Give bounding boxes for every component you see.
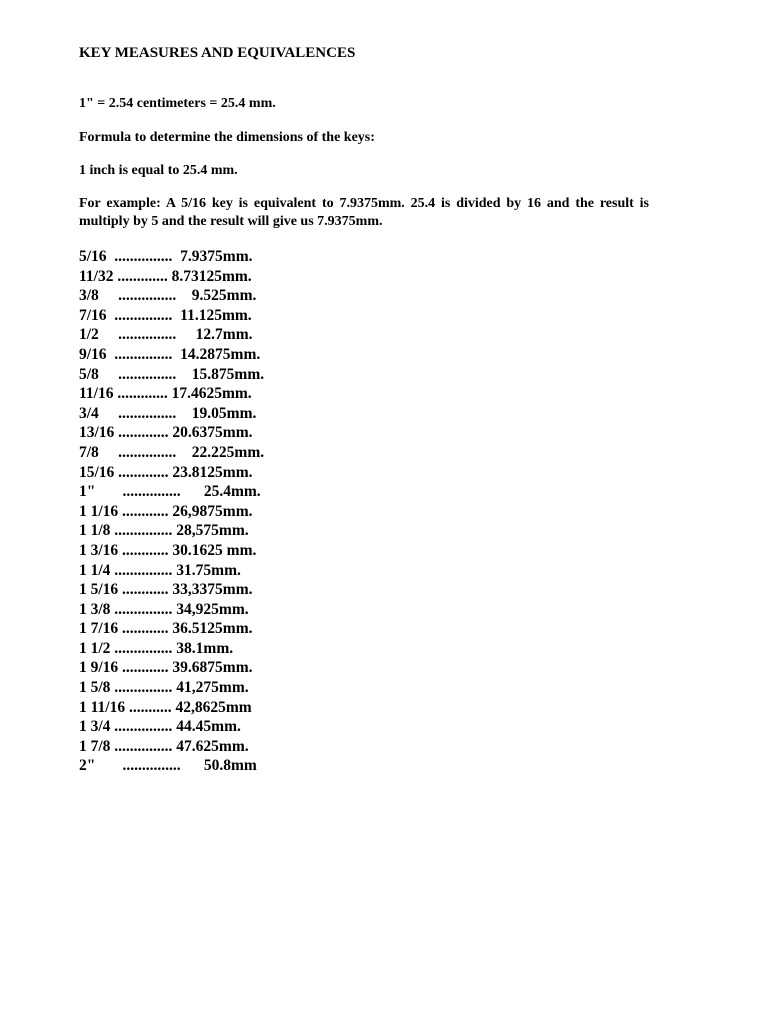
measure-row: 1 3/16 ............ 30.1625 mm. [79,541,257,559]
measure-row: 2" ............... 50.8mm [79,757,257,775]
measure-row: 1 3/8 ............... 34,925mm. [79,600,249,618]
measure-row: 9/16 ............... 14.2875mm. [79,345,261,363]
measure-row: 13/16 ............. 20.6375mm. [79,424,253,442]
measure-row: 5/16 ............... 7.9375mm. [79,248,253,265]
conversion-line: 1" = 2.54 centimeters = 25.4 mm. [79,96,276,111]
measure-row: 1 1/4 ............... 31.75mm. [79,561,241,579]
measure-row: 1 5/8 ............... 41,275mm. [79,679,249,697]
measure-list [79,247,264,776]
measure-row: 11/16 ............. 17.4625mm. [79,385,252,403]
measure-row: 1 7/8 ............... 47.625mm. [79,737,249,755]
measure-row: 1 3/4 ............... 44.45mm. [79,718,241,736]
measure-row: 7/16 ............... 11.125mm. [79,306,252,324]
measure-row: 11/32 ............. 8.73125mm. [79,267,252,285]
measure-row: 15/16 ............. 23.8125mm. [79,463,253,481]
measure-row: 5/8 ............... 15.875mm. [79,365,265,383]
measure-row: 1 1/8 ............... 28,575mm. [79,522,249,540]
measure-row: 1 9/16 ............ 39.6875mm. [79,659,253,677]
inch-equivalence-line: 1 inch is equal to 25.4 mm. [79,163,238,178]
measure-row: 1/2 ............... 12.7mm. [79,326,253,344]
example-paragraph: For example: A 5/16 key is equivalent to 7.9375mm. 25.4 is divided by 16 and the result is multiply by 5 and the result will give us 7.9375mm. [79,196,649,229]
measure-row: 1 7/16 ............ 36.5125mm. [79,620,253,638]
measure-row: 1 11/16 ........... 42,8625mm [79,698,252,716]
measure-row: 1 5/16 ............ 33,3375mm. [79,581,253,599]
measure-row: 7/8 ............... 22.225mm. [79,443,265,461]
measure-row: 1" ............... 25.4mm. [79,483,261,501]
measure-row: 3/4 ............... 19.05mm. [79,404,257,422]
measure-row: 1 1/2 ............... 38.1mm. [79,639,234,657]
formula-heading: Formula to determine the dimensions of the keys: [79,130,375,145]
measure-row: 1 1/16 ............ 26,9875mm. [79,502,253,520]
document-title: KEY MEASURES AND EQUIVALENCES [79,45,356,61]
measure-row: 3/8 ............... 9.525mm. [79,287,257,305]
